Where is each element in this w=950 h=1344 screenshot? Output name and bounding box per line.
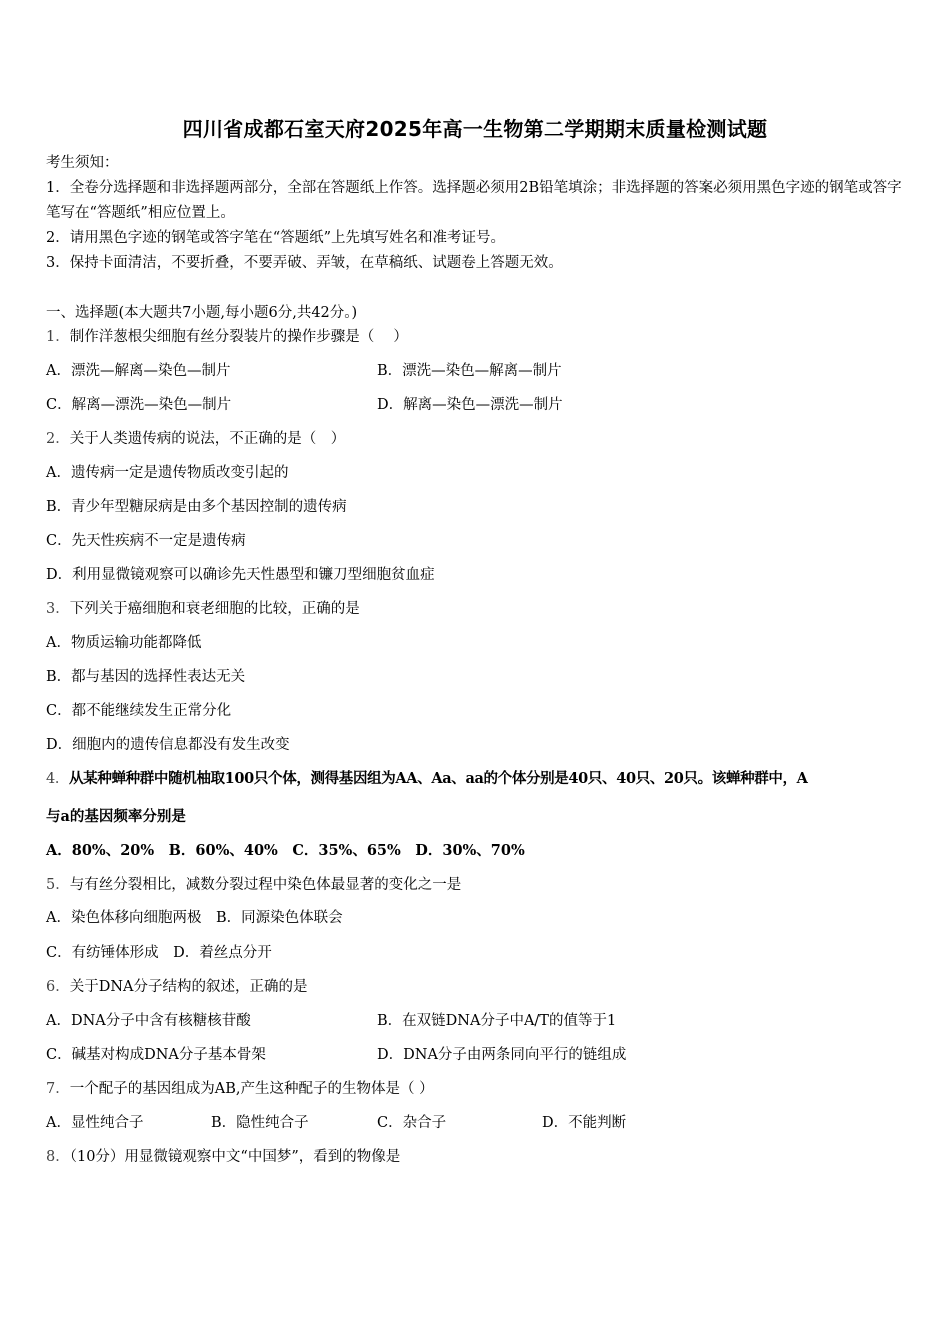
q7-option-b: B．隐性纯合子 [211,1115,309,1131]
question-number: 8． [46,1149,70,1165]
q6-option-b: B．在双链DNA分子中A/T的值等于1 [377,1013,617,1029]
q7-option-c: C．杂合子 [377,1115,447,1131]
question-4 [46,769,808,789]
q4-options: A．80%、20% B．60%、40% C．35%、65% D．30%、70% [46,842,525,859]
question-number: 2． [46,431,70,447]
question-text: （10分）用显微镜观察中文“中国梦”，看到的物像是 [69,1149,401,1165]
question-number: 6． [46,979,70,995]
question-2 [46,429,345,449]
q5-options-ab: A．染色体移向细胞两极 B．同源染色体联会 [46,910,343,926]
question-text: 关于DNA分子结构的叙述，正确的是 [69,979,308,995]
question-3 [46,599,360,619]
notice-item-1: 1．全卷分选择题和非选择题两部分，全部在答题纸上作答。选择题必须用2B铅笔填涂；非选择题的答案必须用黑色字迹的钢笔或答字笔写在“答题纸”相应位置上。 [46,180,902,221]
section-heading: 一、选择题(本大题共7小题,每小题6分,共42分。) [46,305,358,321]
page-title: 四川省成都石室天府2025年高一生物第二学期期末质量检测试题 [182,117,768,141]
q2-option-a: A．遗传病一定是遗传物质改变引起的 [46,465,289,481]
question-text: 制作洋葱根尖细胞有丝分裂装片的操作步骤是（ ） [69,329,408,345]
q3-option-c: C．都不能继续发生正常分化 [46,703,232,719]
q3-option-d: D．细胞内的遗传信息都没有发生改变 [46,737,290,753]
q5-options-cd: C．有纺锤体形成 D．着丝点分开 [46,945,272,961]
q1-option-d: D．解离—染色—漂洗—制片 [377,397,563,413]
question-6 [46,977,308,997]
q6-option-c: C．碱基对构成DNA分子基本骨架 [46,1047,266,1063]
q2-option-c: C．先天性疾病不一定是遗传病 [46,533,246,549]
notice-heading: 考生须知： [46,155,119,171]
notice-item-2: 2．请用黑色字迹的钢笔或答字笔在“答题纸”上先填写姓名和准考证号。 [46,230,506,246]
question-4-continued: 与a的基因频率分别是 [46,808,186,825]
question-8 [46,1147,400,1167]
question-number: 7． [46,1081,70,1097]
q6-option-d: D．DNA分子由两条同向平行的链组成 [377,1047,627,1063]
q2-option-d: D．利用显微镜观察可以确诊先天性愚型和镰刀型细胞贫血症 [46,567,435,583]
question-text: 从某种蝉种群中随机柚取100只个体，测得基因组为AA、Aa、aa的个体分别是40只、40只、20只。该蝉种群中，A [69,770,808,787]
q1-option-c: C．解离—漂洗—染色—制片 [46,397,232,413]
q2-option-b: B．青少年型糖尿病是由多个基因控制的遗传病 [46,499,347,515]
question-5 [46,875,461,895]
question-text: 下列关于癌细胞和衰老细胞的比较，正确的是 [69,601,360,617]
q7-option-d: D．不能判断 [542,1115,627,1131]
question-number: 4． [46,771,70,787]
question-number: 1． [46,329,70,345]
q1-option-b: B．漂洗—染色—解离—制片 [377,363,562,379]
question-number: 5． [46,877,70,893]
q6-option-a: A．DNA分子中含有核糖核苷酸 [46,1013,251,1029]
q1-option-a: A．漂洗—解离—染色—制片 [46,363,231,379]
q7-option-a: A．显性纯合子 [46,1115,144,1131]
q3-option-b: B．都与基因的选择性表达无关 [46,669,246,685]
q3-option-a: A．物质运输功能都降低 [46,635,202,651]
question-7 [46,1079,434,1099]
question-text: 与有丝分裂相比，减数分裂过程中染色体最显著的变化之一是 [69,877,462,893]
question-text: 一个配子的基因组成为AB,产生这种配子的生物体是（ ） [69,1081,434,1097]
question-text: 关于人类遗传病的说法，不正确的是（ ） [69,431,346,447]
notice-item-3: 3．保持卡面清洁，不要折叠，不要弄破、弄皱，在草稿纸、试题卷上答题无效。 [46,255,563,271]
question-number: 3． [46,601,70,617]
question-1 [46,327,408,347]
